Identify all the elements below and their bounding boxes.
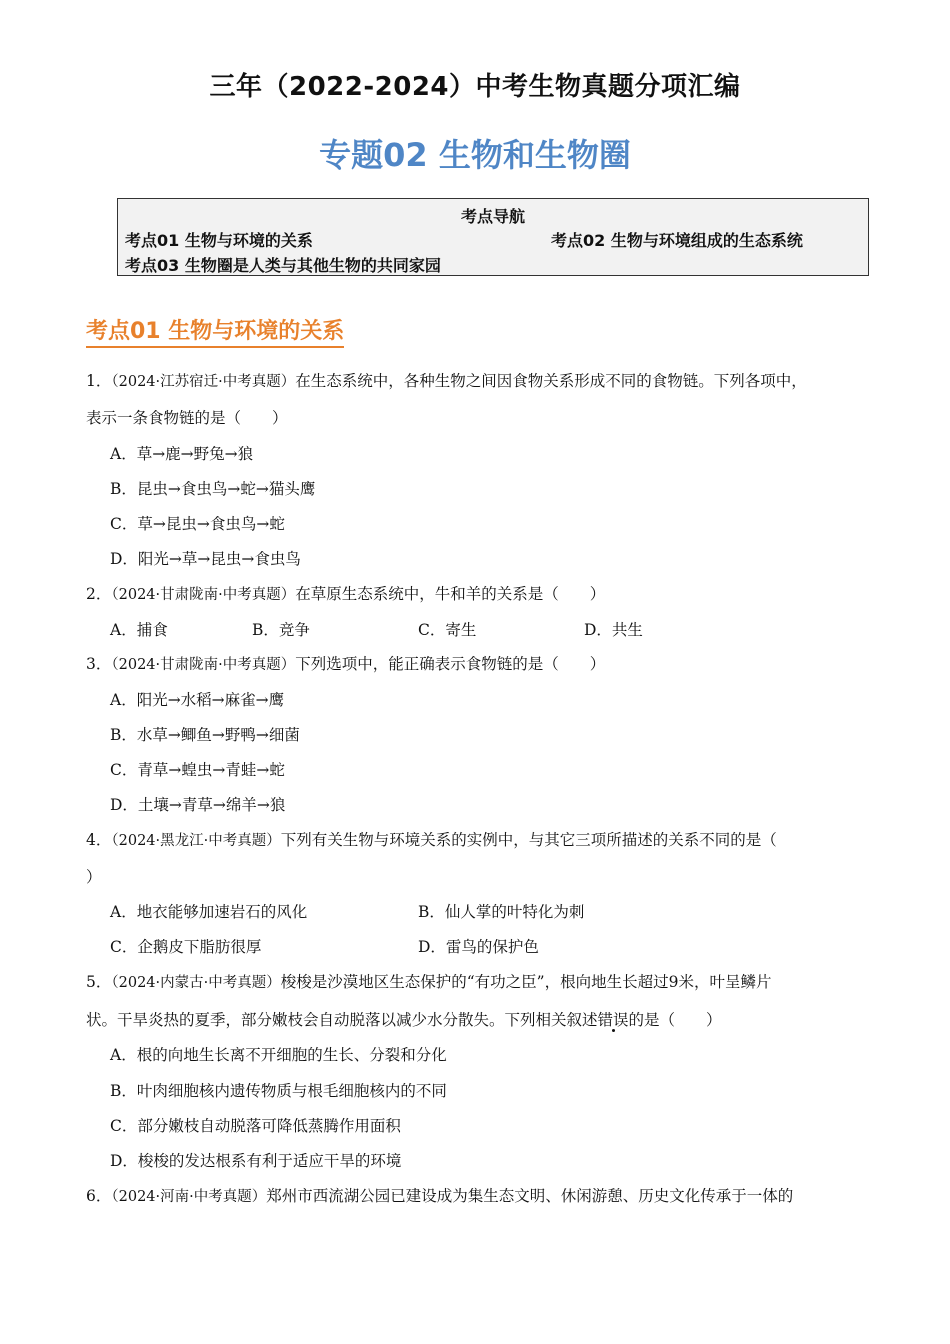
- question-1-option-c[interactable]: C．草→昆虫→食虫鸟→蛇: [110, 515, 285, 533]
- question-5-continued: [86, 1008, 722, 1032]
- question-5-option-d[interactable]: D．梭梭的发达根系有利于适应干旱的环境: [110, 1152, 402, 1170]
- question-5-option-b[interactable]: B．叶肉细胞核内遗传物质与根毛细胞核内的不同: [110, 1082, 447, 1100]
- question-source: （2024·河南·中考真题）: [111, 1189, 267, 1205]
- question-number: 2．: [86, 585, 112, 603]
- question-4-option-d[interactable]: D．雷鸟的保护色: [418, 938, 539, 956]
- question-source: （2024·江苏宿迁·中考真题）: [111, 374, 296, 390]
- question-2-option-a[interactable]: A．捕食: [110, 621, 168, 639]
- document-title: 三年（2022-2024）中考生物真题分项汇编: [209, 72, 741, 102]
- question-5-option-c[interactable]: C．部分嫩枝自动脱落可降低蒸腾作用面积: [110, 1117, 401, 1135]
- question-4-option-a[interactable]: A．地衣能够加速岩石的风化: [110, 903, 308, 921]
- question-5: [86, 970, 771, 995]
- question-4-option-c[interactable]: C．企鹅皮下脂肪很厚: [110, 938, 262, 956]
- topic-navigation-box: [117, 198, 869, 276]
- question-3-option-d[interactable]: D．土壤→青草→绵羊→狼: [110, 796, 286, 814]
- question-1-option-d[interactable]: D．阳光→草→昆虫→食虫鸟: [110, 550, 301, 568]
- question-text: 郑州市西流湖公园已建设成为集生态文明、休闲游憩、历史文化传承于一体的: [266, 1187, 794, 1205]
- nav-item-topic-03[interactable]: 考点03 生物圈是人类与其他生物的共同家园: [125, 256, 441, 275]
- question-2-option-c[interactable]: C．寄生: [418, 621, 477, 639]
- question-4: [86, 828, 777, 853]
- question-number: 5．: [86, 973, 112, 991]
- question-3: [86, 652, 605, 677]
- question-1-option-b[interactable]: B．昆虫→食虫鸟→蛇→猫头鹰: [110, 480, 316, 498]
- question-2: [86, 582, 605, 607]
- question-text: 的是（ ）: [628, 1011, 722, 1029]
- question-source: （2024·内蒙古·中考真题）: [111, 975, 281, 991]
- question-source: （2024·甘肃陇南·中考真题）: [111, 657, 296, 673]
- question-number: 1．: [86, 372, 112, 390]
- question-number: 3．: [86, 655, 112, 673]
- question-number: 4．: [86, 831, 112, 849]
- question-number: 6．: [86, 1187, 112, 1205]
- question-3-option-b[interactable]: B．水草→鲫鱼→野鸭→细菌: [110, 726, 300, 744]
- question-3-option-a[interactable]: A．阳光→水稻→麻雀→鹰: [110, 691, 285, 709]
- emphasized-word: 错误: [597, 1011, 629, 1029]
- question-text: 下列有关生物与环境关系的实例中，与其它三项所描述的关系不同的是（: [280, 831, 777, 849]
- question-1-option-a[interactable]: A．草→鹿→野兔→狼: [110, 445, 254, 463]
- question-4-option-b[interactable]: B．仙人掌的叶特化为刺: [418, 903, 585, 921]
- topic-title: 专题02 生物和生物圈: [319, 136, 631, 174]
- question-text: 梭梭是沙漠地区生态保护的“有功之臣”，根向地生长超过9米，叶呈鳞片: [280, 973, 772, 991]
- question-2-option-d[interactable]: D．共生: [584, 621, 643, 639]
- question-6: [86, 1184, 793, 1209]
- question-text: 在草原生态系统中，牛和羊的关系是（ ）: [295, 585, 606, 603]
- question-text: 状。干旱炎热的夏季，部分嫩枝会自动脱落以减少水分散失。下列相关叙述: [86, 1011, 598, 1029]
- question-source: （2024·黑龙江·中考真题）: [111, 833, 281, 849]
- question-3-option-c[interactable]: C．青草→蝗虫→青蛙→蛇: [110, 761, 285, 779]
- question-text: 下列选项中，能正确表示食物链的是（ ）: [295, 655, 606, 673]
- question-2-option-b[interactable]: B．竞争: [252, 621, 310, 639]
- question-1: [86, 369, 807, 394]
- question-text: 在生态系统中，各种生物之间因食物关系形成不同的食物链。下列各项中，: [295, 372, 807, 390]
- question-1-continued: 表示一条食物链的是（ ）: [86, 409, 288, 427]
- navigation-header: 考点导航: [460, 207, 525, 226]
- section-heading: 考点01 生物与环境的关系: [86, 314, 344, 348]
- nav-item-topic-02[interactable]: 考点02 生物与环境组成的生态系统: [551, 231, 803, 250]
- question-source: （2024·甘肃陇南·中考真题）: [111, 587, 296, 603]
- nav-item-topic-01[interactable]: 考点01 生物与环境的关系: [125, 231, 313, 250]
- question-4-continued: ）: [86, 868, 102, 886]
- question-5-option-a[interactable]: A．根的向地生长离不开细胞的生长、分裂和分化: [110, 1046, 447, 1064]
